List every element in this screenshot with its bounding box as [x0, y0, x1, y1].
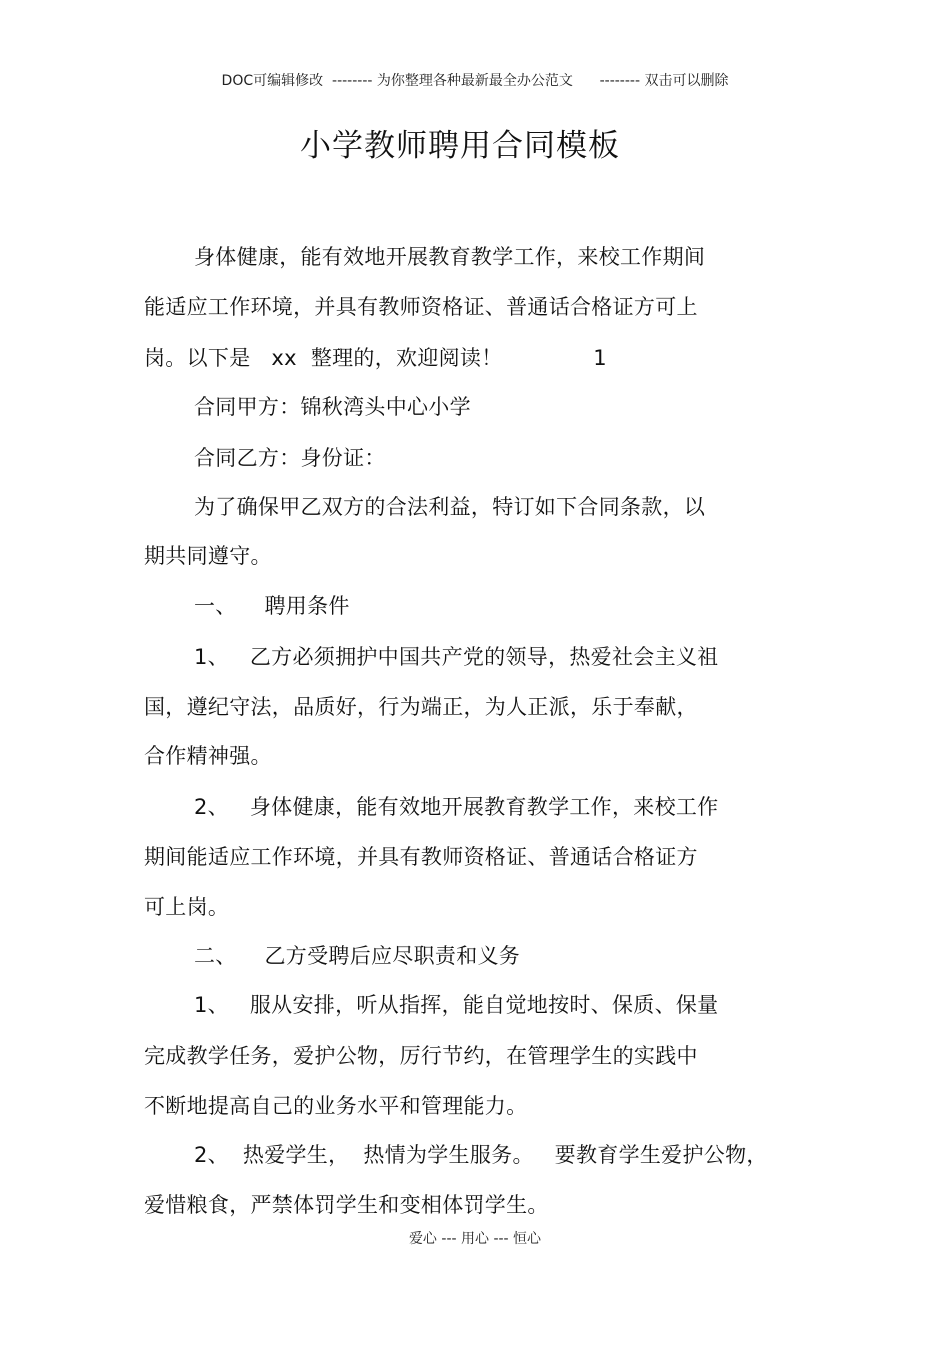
- page-footer: 爱心 --- 用心 --- 恒心: [408, 1231, 542, 1247]
- section-heading: 一、 聘用条件: [194, 594, 350, 618]
- clause-line: 不断地提高自己的业务水平和管理能力。: [144, 1094, 528, 1118]
- clause-line: 2、 热爱学生， 热情为学生服务。 要教育学生爱护公物，: [194, 1143, 768, 1167]
- body-line: 为了确保甲乙双方的合法利益，特订如下合同条款，以: [194, 495, 706, 519]
- body-line: 能适应工作环境，并具有教师资格证、普通话合格证方可上: [144, 295, 698, 319]
- clause-line: 1、 乙方必须拥护中国共产党的领导，热爱社会主义祖: [194, 645, 719, 669]
- clause-line: 2、 身体健康，能有效地开展教育教学工作，来校工作: [194, 795, 719, 819]
- clause-line: 国，遵纪守法，品质好，行为端正，为人正派，乐于奉献，: [144, 695, 698, 719]
- document-title: 小学教师聘用合同模板: [300, 128, 620, 164]
- clause-line: 可上岗。: [144, 895, 230, 919]
- contract-party-a: 合同甲方：锦秋湾头中心小学: [194, 395, 471, 419]
- contract-party-b: 合同乙方：身份证：: [194, 446, 386, 470]
- clause-line: 期间能适应工作环境，并具有教师资格证、普通话合格证方: [144, 845, 698, 869]
- body-line: 岗。以下是 xx 整理的，欢迎阅读！ 1: [144, 346, 607, 370]
- page-header: DOC可编辑修改 -------- 为你整理各种最新最全办公范文 -------- 双击可以删除: [221, 73, 729, 89]
- clause-line: 合作精神强。: [144, 744, 272, 768]
- clause-line: 1、 服从安排，听从指挥，能自觉地按时、保质、保量: [194, 993, 719, 1017]
- body-line: 身体健康，能有效地开展教育教学工作，来校工作期间: [194, 245, 706, 269]
- section-heading: 二、 乙方受聘后应尽职责和义务: [194, 944, 521, 968]
- clause-line: 完成教学任务，爱护公物，厉行节约，在管理学生的实践中: [144, 1044, 698, 1068]
- clause-line: 爱惜粮食，严禁体罚学生和变相体罚学生。: [144, 1193, 549, 1217]
- body-line: 期共同遵守。: [144, 544, 272, 568]
